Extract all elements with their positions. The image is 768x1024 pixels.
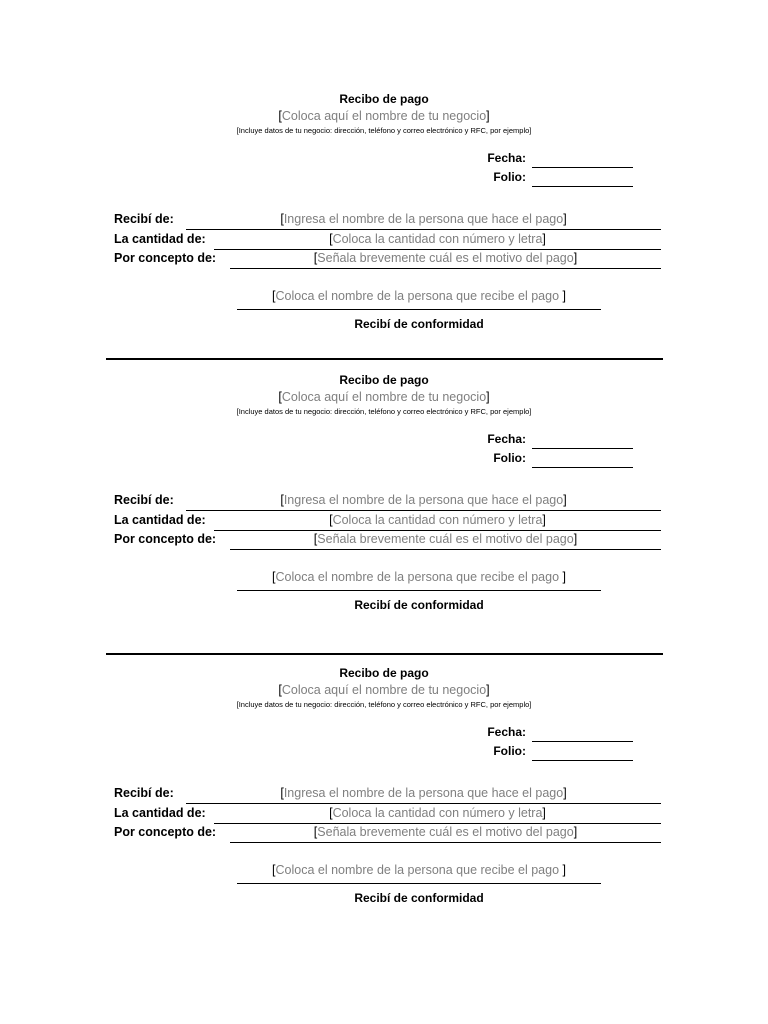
amount-line	[214, 530, 661, 531]
folio-field-line[interactable]	[532, 760, 633, 761]
business-name-placeholder[interactable]: [Coloca aquí el nombre de tu negocio]	[278, 683, 490, 697]
received-from-field[interactable]: [Ingresa el nombre de la persona que hace el pago]	[280, 493, 567, 507]
signature-line	[237, 309, 601, 310]
amount-field[interactable]: [Coloca la cantidad con número y letra]	[329, 513, 546, 527]
receipt-title: Recibo de pago	[339, 373, 429, 387]
receipt-1	[0, 92, 768, 362]
conformity-label: Recibí de conformidad	[354, 598, 484, 612]
received-from-placeholder: Ingresa el nombre de la persona que hace el pago	[283, 786, 564, 800]
amount-label: La cantidad de:	[114, 232, 206, 246]
signature-line	[237, 883, 601, 884]
receipt-title: Recibo de pago	[339, 92, 429, 106]
concept-field[interactable]: [Señala brevemente cuál es el motivo del pago]	[313, 251, 578, 265]
amount-placeholder: Coloca la cantidad con número y letra	[332, 232, 543, 246]
received-from-placeholder: Ingresa el nombre de la persona que hace el pago	[283, 212, 564, 226]
separator-line	[106, 358, 663, 360]
concept-placeholder: Señala brevemente cuál es el motivo del pago	[317, 251, 574, 265]
concept-placeholder: Señala brevemente cuál es el motivo del pago	[317, 532, 574, 546]
fecha-field-line[interactable]	[532, 448, 633, 449]
concept-label: Por concepto de:	[114, 825, 217, 839]
signature-line	[237, 590, 601, 591]
business-name-text: Coloca aquí el nombre de tu negocio	[281, 683, 487, 697]
received-from-line	[186, 803, 661, 804]
business-details: [Incluye datos de tu negocio: dirección, teléfono y correo electrónico y RFC, por ejemplo]	[236, 700, 532, 709]
fecha-field-line[interactable]	[532, 741, 633, 742]
receiver-name-placeholder: Coloca el nombre de la persona que recibe el pago	[275, 570, 563, 584]
amount-placeholder: Coloca la cantidad con número y letra	[332, 513, 543, 527]
business-name-placeholder[interactable]: [Coloca aquí el nombre de tu negocio]	[278, 390, 490, 404]
receiver-name-field[interactable]: [Coloca el nombre de la persona que recibe el pago ]	[272, 863, 566, 877]
separator-line	[106, 653, 663, 655]
concept-placeholder: Señala brevemente cuál es el motivo del pago	[317, 825, 574, 839]
business-name-text: Coloca aquí el nombre de tu negocio	[281, 390, 487, 404]
amount-line	[214, 823, 661, 824]
receipt-2	[0, 373, 768, 643]
fecha-label: Fecha:	[487, 151, 526, 165]
business-name-placeholder[interactable]: [Coloca aquí el nombre de tu negocio]	[278, 109, 490, 123]
amount-label: La cantidad de:	[114, 513, 206, 527]
concept-label: Por concepto de:	[114, 251, 217, 265]
amount-label: La cantidad de:	[114, 806, 206, 820]
business-details: [Incluye datos de tu negocio: dirección, teléfono y correo electrónico y RFC, por ejemplo]	[236, 407, 532, 416]
concept-field[interactable]: [Señala brevemente cuál es el motivo del pago]	[313, 825, 578, 839]
concept-label: Por concepto de:	[114, 532, 217, 546]
receiver-name-field[interactable]: [Coloca el nombre de la persona que recibe el pago ]	[272, 570, 566, 584]
receiver-name-field[interactable]: [Coloca el nombre de la persona que recibe el pago ]	[272, 289, 566, 303]
amount-placeholder: Coloca la cantidad con número y letra	[332, 806, 543, 820]
receipt-title: Recibo de pago	[339, 666, 429, 680]
received-from-label: Recibí de:	[114, 786, 174, 800]
concept-line	[230, 549, 661, 550]
conformity-label: Recibí de conformidad	[354, 891, 484, 905]
received-from-line	[186, 229, 661, 230]
conformity-label: Recibí de conformidad	[354, 317, 484, 331]
folio-field-line[interactable]	[532, 186, 633, 187]
folio-label: Folio:	[493, 744, 526, 758]
fecha-field-line[interactable]	[532, 167, 633, 168]
receiver-name-placeholder: Coloca el nombre de la persona que recibe el pago	[275, 863, 563, 877]
receipt-3	[0, 666, 768, 936]
amount-field[interactable]: [Coloca la cantidad con número y letra]	[329, 232, 546, 246]
received-from-label: Recibí de:	[114, 212, 174, 226]
amount-line	[214, 249, 661, 250]
business-details: [Incluye datos de tu negocio: dirección, teléfono y correo electrónico y RFC, por ejemplo]	[236, 126, 532, 135]
concept-line	[230, 268, 661, 269]
receiver-name-placeholder: Coloca el nombre de la persona que recibe el pago	[275, 289, 563, 303]
received-from-line	[186, 510, 661, 511]
fecha-label: Fecha:	[487, 432, 526, 446]
folio-field-line[interactable]	[532, 467, 633, 468]
received-from-field[interactable]: [Ingresa el nombre de la persona que hace el pago]	[280, 786, 567, 800]
concept-line	[230, 842, 661, 843]
received-from-placeholder: Ingresa el nombre de la persona que hace el pago	[283, 493, 564, 507]
amount-field[interactable]: [Coloca la cantidad con número y letra]	[329, 806, 546, 820]
folio-label: Folio:	[493, 170, 526, 184]
received-from-label: Recibí de:	[114, 493, 174, 507]
business-name-text: Coloca aquí el nombre de tu negocio	[281, 109, 487, 123]
fecha-label: Fecha:	[487, 725, 526, 739]
folio-label: Folio:	[493, 451, 526, 465]
received-from-field[interactable]: [Ingresa el nombre de la persona que hace el pago]	[280, 212, 567, 226]
concept-field[interactable]: [Señala brevemente cuál es el motivo del pago]	[313, 532, 578, 546]
